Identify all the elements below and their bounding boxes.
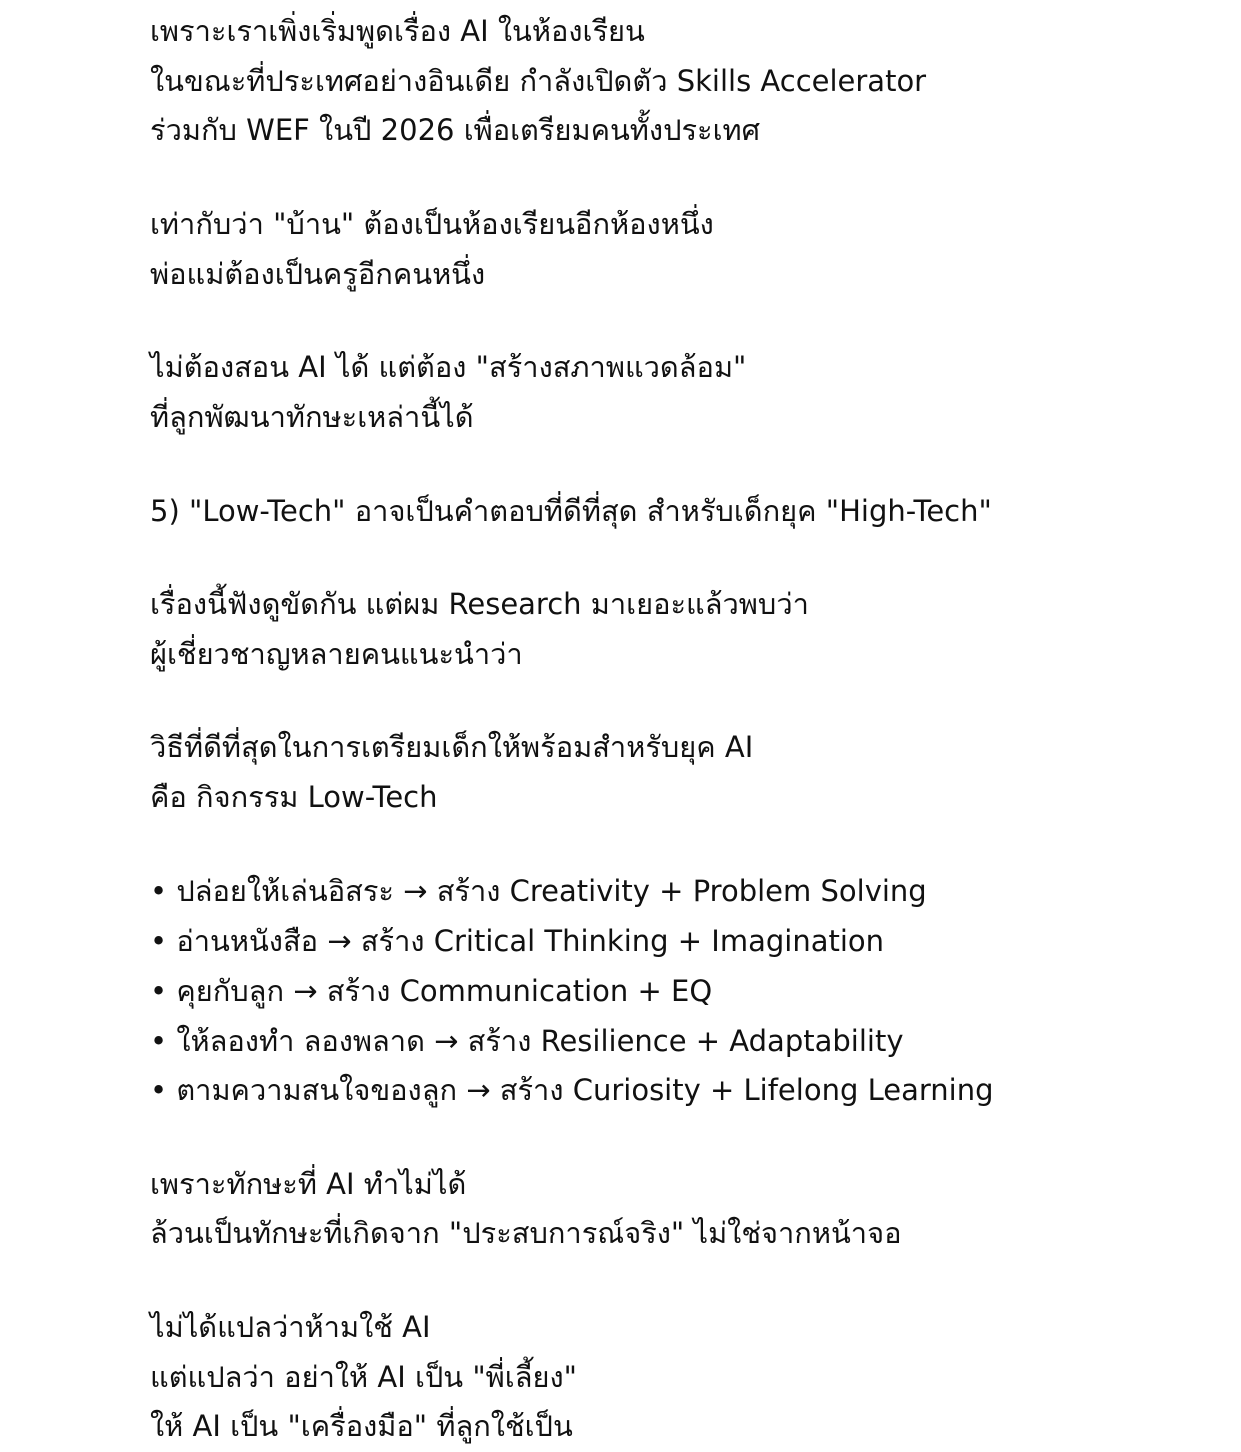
bullet-item: • คุยกับลูก → สร้าง Communication + EQ <box>150 974 713 1008</box>
text-line: พ่อแม่ต้องเป็นครูอีกคนหนึ่ง <box>150 257 486 291</box>
text-line: แต่แปลว่า อย่าให้ AI เป็น "พี่เลี้ยง" <box>150 1360 577 1394</box>
text-line: เพราะทักษะที่ AI ทำไม่ได้ <box>150 1167 467 1201</box>
bullet-item: • อ่านหนังสือ → สร้าง Critical Thinking + Imagination <box>150 924 885 958</box>
section-heading: 5) "Low-Tech" อาจเป็นคำตอบที่ดีที่สุด สำหรับเด็กยุค "High-Tech" <box>150 494 992 528</box>
text-line: คือ กิจกรรม Low-Tech <box>150 780 438 814</box>
bullet-item: • ตามความสนใจของลูก → สร้าง Curiosity + Lifelong Learning <box>150 1073 994 1107</box>
text-line: วิธีที่ดีที่สุดในการเตรียมเด็กให้พร้อมสำหรับยุค AI <box>150 730 754 764</box>
text-line: ล้วนเป็นทักษะที่เกิดจาก "ประสบการณ์จริง" ไม่ใช่จากหน้าจอ <box>150 1216 902 1250</box>
text-line: เรื่องนี้ฟังดูขัดกัน แต่ผม Research มาเยอะแล้วพบว่า <box>150 587 809 621</box>
text-line: ที่ลูกพัฒนาทักษะเหล่านี้ได้ <box>150 400 474 434</box>
text-line: เท่ากับว่า "บ้าน" ต้องเป็นห้องเรียนอีกห้องหนึ่ง <box>150 207 714 241</box>
text-line: เพราะเราเพิ่งเริ่มพูดเรื่อง AI ในห้องเรียน <box>150 14 645 48</box>
text-line: ผู้เชี่ยวชาญหลายคนแนะนำว่า <box>150 637 523 671</box>
text-line: ให้ AI เป็น "เครื่องมือ" ที่ลูกใช้เป็น <box>150 1409 573 1443</box>
text-line: ในขณะที่ประเทศอย่างอินเดีย กำลังเปิดตัว Skills Accelerator <box>150 64 927 98</box>
text-line: ร่วมกับ WEF ในปี 2026 เพื่อเตรียมคนทั้งประเทศ <box>150 113 761 147</box>
text-line: ไม่ต้องสอน AI ได้ แต่ต้อง "สร้างสภาพแวดล้อม" <box>150 350 747 384</box>
text-line: ไม่ได้แปลว่าห้ามใช้ AI <box>150 1310 431 1344</box>
bullet-item: • ให้ลองทำ ลองพลาด → สร้าง Resilience + Adaptability <box>150 1024 904 1058</box>
bullet-item: • ปล่อยให้เล่นอิสระ → สร้าง Creativity + Problem Solving <box>150 874 927 908</box>
